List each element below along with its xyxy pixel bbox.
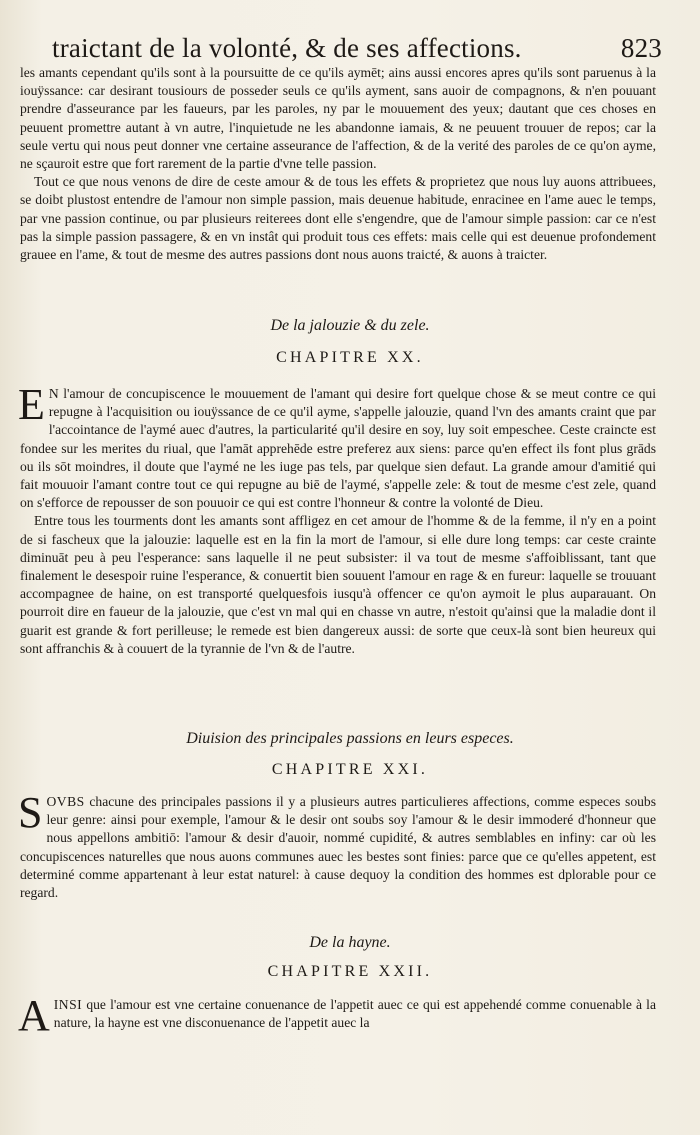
section-subtitle: De la hayne.	[309, 934, 391, 951]
lead-word: OVBS	[46, 794, 85, 809]
paragraph-text: que l'amour est vne certaine conuenance de l'appetit auec ce qui est appehendé comme conuenable à la nature, la hayne est vne disconuenance de l'appetit auec la	[53, 997, 656, 1031]
chapter-heading: CHAPITRE XXII.	[267, 963, 433, 980]
paragraph: Tout ce que nous venons de dire de ceste amour & de tous les effets & proprietez que nous luy auons attribuees, se doibt plustost entendre de l'amour non simple passion, mais deuenue habitude, enracinee en l'ame auec le temps, par vne passion continue, ou par plusieurs reiterees dont elle s'engendre, que de l'amour simple passion: car ce n'est pas la simple passion passagere, & en vn instât qui produit tous ces effets: mais celle qui est deuenue profondement grauee en l'ame, & tout de mesme des autres passions dont nous auons traicté, & auons à traicter.	[20, 174, 656, 263]
chapter-22-text	[18, 991, 656, 1040]
running-title: traictant de la volonté, & de ses affections.	[52, 33, 522, 63]
paragraph: les amants cependant qu'ils sont à la poursuitte de ce qu'ils aymēt; ains aussi encores apres qu'ils sont paruenus à la iouÿssance: car desirant tousiours de posseder seuls ce qu'ils ayment, sans auoir de compagnons, & n'en pouuant prendre d'asseurance par les faueurs, par les paroles, ny par le mouuement des yeux; dautant que ces choses en peuuent promettre autant à vn autre, l'inquietude ne les abandonne iamais, & ne peuuent trouuer de repos; car la seule vertu qui nous peut donner vne certaine asseurance de l'affection, & de la verité des paroles de ce qu'on ayme, ne sçauroit estre que fort rarement de la partie d'vne telle passion.	[20, 65, 656, 172]
paragraph	[18, 991, 656, 1040]
drop-cap: S	[18, 788, 43, 837]
paragraph-text: chacune des principales passions il y a plusieurs autres particulieres affections, comme especes soubs leur genre: ainsi pour exemple, l'amour & le desir ont soubs soy l'amour & le desir immoderé d'honneur que nous appellons ambitiō: l'amour & desir d'auoir, nommé cupidité, & autres semblables en infiny: car où les concupiscences naturelles que nous auons communes auec les bestes sont finies: parce que ce qu'elles appetent, est determiné comme appartenant à leur estat naturel: à cause dequoy la condition des hommes est dplorable pour ce regard.	[20, 794, 656, 901]
chapter-20-text	[18, 380, 656, 658]
chapter-heading: CHAPITRE XXI.	[271, 761, 429, 778]
section-subtitle: De la jalouzie & du zele.	[270, 317, 430, 334]
paragraph: Entre tous les tourments dont les amants sont affligez en cet amour de l'homme & de la femme, il n'y en a point de si fascheux que la jalouzie: laquelle est en la fin la mort de l'amour, si elle dure long temps: car ceste crainte diminuāt peu à peu l'esperance: sans laquelle il ne peut subsister: il va tout de mesme s'affoiblissant, tant que finalement le desespoir ruine l'esperance, & conuertit bien souuent l'amour en rage & en fureur: laquelle se trouuant accompagnee de haine, on est transporté quelquesfois iusqu'à offencer ce qu'on aymoit le plus auparauant. On pourroit dire en faueur de la jalouzie, que c'est vn mal qui en chasse vn autre, n'estoit qu'ainsi que la maladie dont il guarit est grande & fort perilleuse; le remede est bien dangereux aussi: de sorte que ceux-là sont bien heureux qui sont affranchis & à couuert de la tyrannie de l'vn & de l'autre.	[20, 513, 656, 656]
paragraph	[18, 380, 656, 512]
lead-word: INSI	[53, 997, 83, 1012]
opening-text	[20, 64, 656, 264]
paragraph-text: N l'amour de concupiscence le mouuement de l'amant qui desire fort quelque chose & se meut contre ce qui repugne à l'acquisition ou iouÿssance de ce qu'il ayme, s'appelle jalouzie, quand l'vn des amants craint que par l'accointance de l'aymé auec d'autres, la particularité qu'il desire en soy, luy soit empeschee. Ceste craincte est fondee sur les merites du riual, que l'amāt apprehēde estre preferez aux siens: parce qu'en effect ils font plus grāds ou ils sōt moindres, il doute que l'aymé ne les iuge pas tels, par quelque sien defaut. La grande amour d'amitié qui fait mouuoir l'amant contre tout ce qui repugne au biē de l'aymé, s'appelle zele: & tout de mesme c'est zele, quand on s'efforce de repousser de son pouuoir ce qui est contre l'honneur & contre la volonté de Dieu.	[20, 386, 656, 511]
page-number: 823	[620, 33, 662, 63]
chapter-21-text	[18, 788, 656, 902]
chapter-heading: CHAPITRE XX.	[276, 349, 424, 366]
paragraph	[18, 788, 656, 902]
drop-cap: E	[18, 380, 45, 429]
section-subtitle: Diuision des principales passions en leurs especes.	[186, 730, 514, 747]
running-header	[52, 30, 662, 66]
drop-cap: A	[18, 991, 50, 1040]
